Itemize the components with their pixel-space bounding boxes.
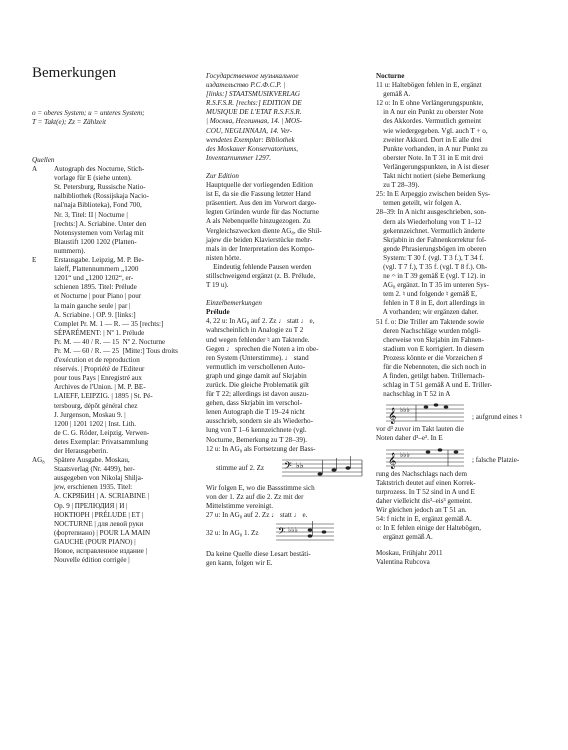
text-line: Da keine Quelle diese Lesart bestäti- (206, 550, 311, 559)
quellen-heading: Quellen (32, 156, 55, 164)
text-line: laieff, Plattennummern „1200 (54, 265, 139, 274)
text-line: gen kann, folgen wir E. (206, 559, 273, 568)
text-line: А. СКРЯБИН | A. SCRIABINE | (54, 492, 149, 501)
text-line: НОКТЮРН | PRÉLUDE | ET | (54, 510, 144, 519)
text-line: des Akkordes. Vermutlich gemeint (376, 117, 482, 126)
text-line: Notensystemen vom Verlag mit (54, 228, 144, 237)
text-line: 11 u: Haltebögen fehlen in E, ergänzt (376, 81, 482, 90)
text-line: 1201“ und „1200 1202“, er- (54, 274, 134, 283)
text-line: der Herausgeberin. (54, 447, 108, 455)
text-line: J. Jurgenson, Moskau 9. | (54, 410, 126, 419)
nocturne-heading: Nocturne (376, 72, 405, 80)
text-line: detes Exemplar: Privatsammlung (54, 437, 149, 446)
text-line: Nouvelle édition corrigée | (54, 556, 130, 565)
text-line: für T 22; allerdings ist davon auszu- (206, 390, 309, 399)
source-a (32, 165, 202, 256)
text-line: pour tous Pays | Enregistré aux (54, 374, 142, 383)
text-line: wendetes Exemplar: Bibliothek (206, 135, 295, 144)
vor-line: vor d³ zuvor im Takt lauten die (376, 425, 464, 434)
text-line: | Москва, Неглинная, 14. | MOS- (206, 117, 302, 126)
text-line: nachschlag in T 52 in A (376, 390, 451, 399)
text-line: zu T 28–39). (376, 181, 420, 190)
text-line: ausgegeben von Nikolaj Shilja- (54, 474, 144, 483)
text-line: temen geteilt, wir folgen A. (376, 199, 462, 208)
source-e (32, 256, 202, 456)
text-line: [rechts:] A. Scriabine. Unter den (54, 219, 147, 228)
text-line: Wir folgen E, wo die Bassstimme sich (206, 483, 315, 492)
music-example-1 (206, 454, 370, 484)
column-3 (376, 72, 542, 568)
nocturne-text-continued (376, 470, 542, 543)
text-line: Gegen ♩ sprechen die Noten a im obe- (206, 344, 319, 353)
text-line: Op. 9 | ПРЕЛЮДИЯ | И | (54, 501, 128, 510)
text-line: de C. G. Röder, Leipzig. Verwen- (54, 428, 150, 437)
abbreviations (32, 109, 200, 127)
text-line: mals in der Interpretation des Kompo- (206, 244, 315, 253)
text-line: R.S.F.S.R. [rechts:] EDITION DE (206, 99, 302, 108)
text-line: Prozess könnte er die Vorzeichen ♯ (376, 353, 483, 362)
text-line: und wegen fehlender ♮ am Taktende. (206, 335, 310, 344)
music-staff-icon (386, 399, 466, 425)
text-line: Blaustift 1200 1202 (Platten- (54, 237, 137, 246)
music-staff-icon (282, 454, 364, 484)
column-1 (32, 156, 202, 565)
text-line: COU, NEGLINNAJA, 14. Ver- (206, 126, 293, 135)
text-line: d'exécution et de reproduction (54, 356, 140, 365)
text-line: nisten hörte. (206, 253, 242, 262)
edition-heading: Zur Edition (206, 171, 239, 180)
abbr-line: T = Takt(e); Zz = Zählzeit (32, 118, 107, 127)
text-line: Pr. M. — 60 / R. — 25 [Mitte:] Tous droits (54, 346, 178, 355)
svg-text:𝄞: 𝄞 (388, 409, 397, 425)
text-line: zweiter Akkord. Dort in E alle drei (376, 135, 482, 144)
text-line: gemäß A. (376, 90, 411, 99)
music-staff-icon (386, 444, 466, 470)
text-line: Mittelstimme vereinigt. (206, 501, 273, 510)
text-line: Государственное музыкальное (206, 72, 299, 80)
text-line: T 19 u). (206, 281, 229, 290)
text-line: cherweise von Skrjabin im Fahnen- (376, 335, 484, 344)
edition-text (206, 181, 370, 290)
text-line: Pr. M. — 40 / R. — 15 Nº 2. Nocturne (54, 337, 166, 346)
text-line: et Nocturne | pour Piano | pour (54, 292, 142, 301)
text-line: Punkte vorhanden, in A nur Punkt zu (376, 144, 488, 153)
text-line: Eindeutig fehlende Pausen werden (206, 262, 312, 271)
music-staff-icon (276, 520, 336, 544)
text-line: 27 u: In AG₈ auf 2. Zz ♩ statt ♩ e. (206, 511, 308, 520)
text-line: wahrscheinlich in Analogie zu T 2 (206, 326, 304, 335)
text-line: GAUCHE (POUR PIANO) | (54, 537, 136, 546)
text-line: Nr. 3, Titel: II | Nocturne | (54, 210, 128, 219)
text-line: fehlen in T 8 in E, dort allerdings in (376, 299, 485, 308)
source-ag-key: AG₈ (32, 456, 45, 465)
source-ag-text (54, 456, 202, 565)
text-line: turprozess. In T 52 sind in A und E (376, 487, 475, 496)
text-line: Новое, исправленное издание | (54, 547, 147, 556)
text-line: daher vielleicht dis³–eis³ gemeint. (376, 496, 473, 505)
text-line: präsentiert. Aus den im Vorwort darge- (206, 199, 317, 208)
svg-text:𝄢: 𝄢 (278, 527, 286, 540)
text-line: vermutlich im verschollenen Auto- (206, 362, 306, 371)
text-line: für die Nebennoten, die sich noch in (376, 363, 487, 371)
text-line: издательство Р.С.Ф.С.Р. | (206, 81, 286, 90)
text-line: gehen, dass Skrjabin im verschol- (206, 399, 302, 408)
svg-text:𝄢: 𝄢 (284, 459, 292, 474)
svg-text:♭♭♭: ♭♭♭ (400, 406, 410, 415)
text-line: Archives de l'Union. | M. P. BE- (54, 383, 146, 392)
text-line: Inventarnummer 1297. (206, 153, 272, 162)
svg-text:𝄞: 𝄞 (388, 453, 397, 469)
text-line: graph und ginge damit auf Skrjabin (206, 371, 307, 380)
text-line: A als Nebenquelle hinzugezogen. Zu (206, 217, 311, 226)
text-line: Spätere Ausgabe. Moskau, (54, 456, 130, 465)
text-line: Staatsverlag (Nr. 4499), her- (54, 465, 135, 474)
text-line: des Moskauer Konservatoriums, (206, 144, 299, 153)
text-line: Wir gleichen jedoch an T 51 an. (376, 505, 467, 514)
text-line: schlag in T 51 gemäß A und E. Triller- (376, 381, 493, 390)
text-line: schienen 1895. Titel: Prélude (54, 283, 137, 292)
text-line: lung von T 1–6 kennzeichnete (vgl. (206, 426, 307, 435)
text-line: ergänzt gemäß A. (376, 533, 433, 542)
signoff-name: Valentina Rubcova (376, 558, 430, 567)
text-line: gende Phrasierungsbögen im oberen (376, 244, 487, 253)
text-line: jajew die beiden Klavierstücke mehr- (206, 235, 313, 244)
svg-text:♭♭: ♭♭ (296, 460, 304, 470)
text-line: Takt nicht notiert (siehe Bemerkung (376, 172, 486, 181)
source-ag (32, 456, 202, 565)
text-line: ren System (Unterstimme). ♩ stand (206, 353, 309, 362)
nocturne-text (376, 81, 542, 399)
text-line: 54: f nicht in E, ergänzt gemäß A. (376, 515, 472, 524)
final-text (206, 550, 370, 568)
text-line: zurück. Die gleiche Problematik gilt (206, 381, 310, 389)
source-a-key: A (32, 165, 38, 174)
text-line: Erstausgabe. Leipzig, M. P. Be- (54, 256, 144, 265)
music-example-2 (376, 399, 542, 425)
text-line: 28–39: In A nicht ausgeschrieben, son- (376, 208, 487, 217)
text-line: LAIEFF, LEIPZIG. | 1895 | St. Pé- (54, 392, 153, 401)
text-line: 51 f. o: Die Triller am Taktende sowie (376, 317, 485, 326)
svg-text:♭♭♭: ♭♭♭ (400, 450, 410, 459)
text-line: jew, erschienen 1935. Titel: (54, 483, 133, 492)
text-line: Nocturne, Bemerkung zu T 28–39). (206, 435, 307, 444)
text-line: A finden, getilgt haben. Trillernach- (376, 372, 485, 381)
text-line: gekennzeichnet. Vermutlich änderte (376, 226, 485, 235)
text-line: dern als Wiederholung von T 1–12 (376, 217, 482, 226)
text-line: Complet Pr. M. 1 — R. — 35 [rechts:] (54, 319, 164, 328)
text-line: (фортепиано) | POUR LA MAIN (54, 528, 151, 537)
text-line: ausschrieb, sondern sie als Wiederho- (206, 417, 313, 426)
source-e-text (54, 256, 202, 456)
text-line: Autograph des Nocturne, Stich- (54, 165, 145, 174)
abbr-line: o = oberes System; u = unteres System; (32, 109, 145, 117)
text-line: St. Petersburg, Russische Natio- (54, 183, 146, 192)
text-line: 32 u: In AG₈ 1. Zz (206, 529, 259, 538)
text-line: oberster Note. In T 31 in E mit drei (376, 153, 484, 162)
signoff-place: Moskau, Frühjahr 2011 (376, 549, 443, 558)
text-line: tersbourg, dépôt général chez (54, 401, 138, 410)
text-line: NOCTURNE | для левой руки (54, 519, 144, 528)
text-line: SÉPARÉMENT: | Nº 1. Prélude (54, 328, 145, 337)
text-line: A. Scriabine. | OP. 9. [links:] (54, 310, 136, 319)
text-line: A vorhanden; wir ergänzen daher. (376, 308, 479, 317)
text-line: 4, 22 u: In AG₈ auf 2. Zz ♩ statt ♩ e, (206, 317, 315, 326)
text-line: (vgl. T 7 f.), T 35 f. (vgl. T 8 f.). Oh- (376, 262, 488, 271)
text-line: von der 1. Zz auf die 2. Zz mit der (206, 492, 304, 501)
prelude-text (206, 317, 370, 453)
source-a-text (54, 165, 202, 256)
text-line: nalbibliothek (Rossijskaja Nacio- (54, 192, 149, 201)
prelude-heading: Prélude (206, 308, 230, 317)
text-line: 1200 | 1201 1202 | Inst. Lith. (54, 419, 137, 428)
text-line: 12 o: In E ohne Verlängerungspunkte, (376, 99, 484, 108)
svg-text:♭♭♭: ♭♭♭ (288, 526, 298, 535)
text-line: Verlängerungspunkten, in A ist dieser (376, 162, 490, 171)
einzel-heading: Einzelbemerkungen (206, 299, 262, 308)
text-line: lenen Autograph die T 19–24 nicht (206, 408, 305, 417)
column-2 (206, 72, 370, 569)
text-line: la main gauche seule | par | (54, 301, 131, 310)
text-line: o: In E fehlen einige der Haltebögen, (376, 524, 481, 533)
page-title: Bemerkungen (32, 65, 117, 81)
text-line: tem 2. ♮ und folgende ♮ gemäß E, (376, 290, 478, 299)
text-line: réservés. | Propriété de l'Editeur (54, 365, 145, 374)
text-line: stillschweigend ergänzt (z. B. Prélude, (206, 271, 316, 280)
falsche-text: ; falsche Platzie- (472, 455, 520, 464)
text-line: [links:] STAATSMUSIKVERLAG (206, 90, 300, 99)
text-line: legten Gründen wurde für das Nocturne (206, 208, 319, 217)
text-line: 12 u: In AG₈ als Fortsetzung der Bass- (206, 444, 316, 453)
text-line: nal'naja Biblioteka), Fond 700, (54, 201, 142, 210)
text-line: stadium von E korrigiert. In diesem (376, 344, 484, 353)
music-example-3 (376, 444, 542, 470)
text-line: in A nur ein Punkt zu oberster Note (376, 108, 484, 117)
text-line: deren Nachschläge wurden mögli- (376, 326, 481, 335)
text-line: System: T 30 f. (vgl. T 3 f.), T 34 f. (376, 253, 484, 262)
text-line: MUSIQUE DE L'ETAT R.S.F.S.R. (206, 108, 302, 117)
aufgrund-text: ; aufgrund eines ♮ (472, 413, 523, 422)
noten-line: Noten daher d³–e³. In E (376, 434, 443, 443)
stimme-label: stimme auf 2. Zz (216, 463, 265, 472)
text-line: 25: In E Arpeggio zwischen beiden Sys- (376, 190, 491, 199)
text-line: Taktstrich deutet auf einen Korrek- (376, 478, 476, 487)
text-line: rung des Nachschlags nach dem (376, 469, 468, 478)
text-line: wie wiedergegeben. Vgl. auch T + o, (376, 126, 488, 135)
text-line: Hauptquelle der vorliegenden Edition (206, 181, 313, 190)
text-line: nummern). (54, 246, 86, 255)
text-line: Skrjabin in der Fahnenkorrektur fol- (376, 235, 487, 244)
text-line: Vergleichszwecken diente AG₈, die Shil- (206, 226, 322, 235)
source-ag-continued (206, 72, 370, 163)
text-line: ne 𝄐 in T 39 gemäß E (vgl. T 12). in (376, 272, 486, 281)
text-line: ist E, da sie die Fassung letzter Hand (206, 190, 311, 199)
text-line: AG₈ ergänzt. In T 35 im unteren Sys- (376, 281, 489, 290)
source-e-key: E (32, 256, 37, 265)
text-line: vorlage für E (siehe unten). (54, 174, 132, 183)
